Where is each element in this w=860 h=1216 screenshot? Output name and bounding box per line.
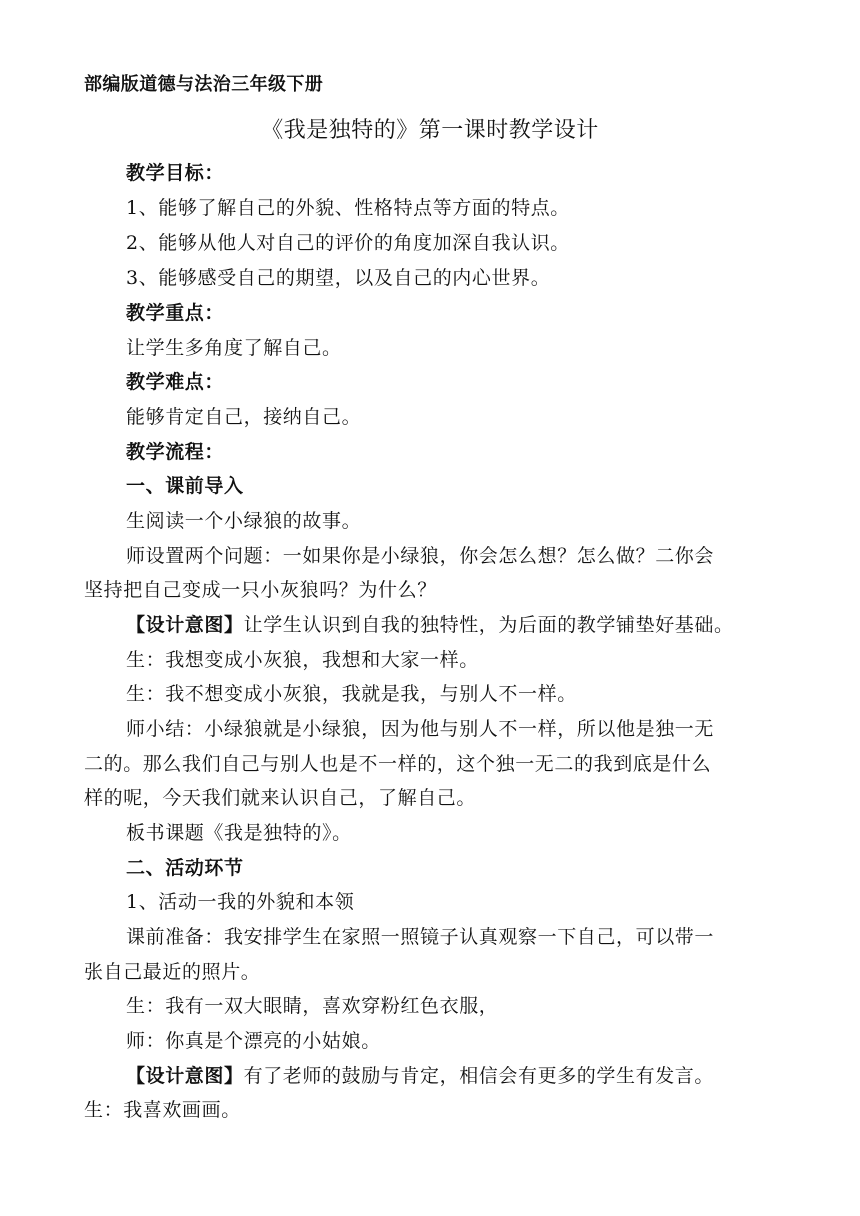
objective-item: 3、能够感受自己的期望，以及自己的内心世界。 [126,267,551,289]
design-intent-2 [126,1064,714,1088]
paragraph-line: 师设置两个问题：一如果你是小绿狼，你会怎么想？怎么做？二你会 [126,545,715,567]
paragraph-line: 张自己最近的照片。 [84,961,261,983]
focus-text: 让学生多角度了解自己。 [126,337,342,359]
design-intent-text: 有了老师的鼓励与肯定，相信会有更多的学生有发言。 [243,1065,715,1087]
design-intent-tag: 【设计意图】 [126,614,244,636]
paragraph-line: 样的呢，今天我们就来认识自己，了解自己。 [84,787,477,809]
paragraph-line: 师：你真是个漂亮的小姑娘。 [126,1030,381,1052]
difficulty-text: 能够肯定自己，接纳自己。 [126,406,362,428]
paragraph-line: 生：我想变成小灰狼，我想和大家一样。 [126,649,479,671]
paragraph-line: 1、活动一我的外貌和本领 [126,891,355,913]
difficulty-heading: 教学难点： [126,371,225,393]
paragraph-line: 生：我有一双大眼睛，喜欢穿粉红色衣服， [126,995,499,1017]
paragraph-line: 生：我不想变成小灰狼，我就是我，与别人不一样。 [126,683,577,705]
design-intent-text: 让学生认识到自我的独特性，为后面的教学铺垫好基础。 [243,614,734,636]
design-intent-1 [126,613,734,637]
objective-item: 2、能够从他人对自己的评价的角度加深自我认识。 [126,232,570,254]
paragraph-line: 板书课题《我是独特的》。 [126,822,352,844]
paragraph-line: 生阅读一个小绿狼的故事。 [126,510,362,532]
focus-heading: 教学重点： [126,302,225,324]
document-title: 《我是独特的》第一课时教学设计 [261,118,599,143]
paragraph-line: 师小结：小绿狼就是小绿狼，因为他与别人不一样，所以他是独一无 [126,718,715,740]
objective-item: 1、能够了解自己的外貌、性格特点等方面的特点。 [126,197,570,219]
objectives-heading: 教学目标： [126,162,225,184]
paragraph-line: 生：我喜欢画画。 [84,1099,241,1121]
process-heading: 教学流程： [126,441,225,463]
section1-heading: 一、课前导入 [126,475,244,497]
design-intent-tag: 【设计意图】 [126,1065,244,1087]
paragraph-line: 课前准备：我安排学生在家照一照镜子认真观察一下自己，可以带一 [126,926,715,948]
section2-heading: 二、活动环节 [126,857,244,879]
paragraph-line: 坚持把自己变成一只小灰狼吗？为什么？ [84,579,437,601]
paragraph-line: 二的。那么我们自己与别人也是不一样的，这个独一无二的我到底是什么 [84,753,712,775]
document-header: 部编版道德与法治三年级下册 [84,74,324,95]
